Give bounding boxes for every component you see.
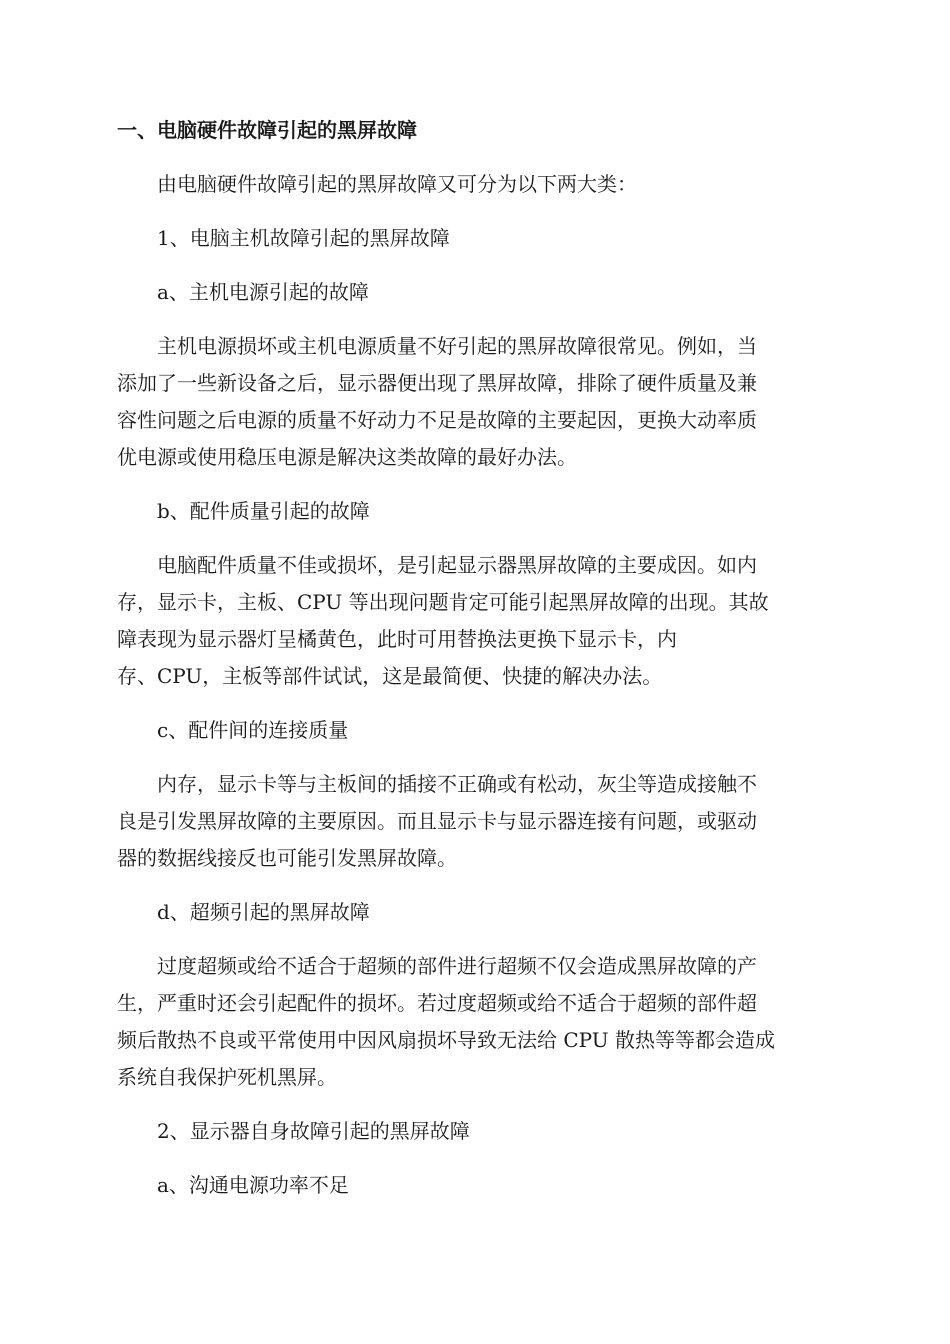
paragraph-line: 器的数据线接反也可能引发黑屏故障。 [117,846,457,870]
paragraph-line: 过度超频或给不适合于超频的部件进行超频不仅会造成黑屏故障的产 [157,954,757,978]
paragraph-line: c、配件间的连接质量 [157,718,349,742]
paragraph-line: b、配件质量引起的故障 [157,499,370,523]
paragraph-line: 系统自我保护死机黑屏。 [117,1065,337,1089]
paragraph [117,894,833,931]
paragraph [117,948,833,1096]
section-heading: 一、电脑硬件故障引起的黑屏故障 [117,118,417,142]
paragraph [117,274,833,311]
paragraph-line: 良是引发黑屏故障的主要原因。而且显示卡与显示器连接有问题，或驱动 [117,809,757,833]
paragraph-line: 存，显示卡，主板、CPU 等出现问题肯定可能引起黑屏故障的出现。其故 [117,590,769,614]
paragraph [117,220,833,257]
paragraph [117,493,833,530]
paragraph-line: 存、CPU，主板等部件试试，这是最简便、快捷的解决办法。 [117,664,663,688]
paragraph [117,712,833,749]
paragraph-line: 电脑配件质量不佳或损坏，是引起显示器黑屏故障的主要成因。如内 [157,553,757,577]
paragraph [117,1167,833,1204]
paragraph-line: 添加了一些新设备之后，显示器便出现了黑屏故障，排除了硬件质量及兼 [117,371,757,395]
paragraph-line: 障表现为显示器灯呈橘黄色，此时可用替换法更换下显示卡，内 [117,627,677,651]
paragraph-line: 由电脑硬件故障引起的黑屏故障又可分为以下两大类： [157,172,637,196]
paragraph [117,547,833,695]
paragraph [117,166,833,203]
paragraph [117,766,833,877]
paragraph-line: 频后散热不良或平常使用中因风扇损坏导致无法给 CPU 散热等等都会造成 [117,1028,775,1052]
paragraph-line: 优电源或使用稳压电源是解决这类故障的最好办法。 [117,445,577,469]
paragraph [117,1113,833,1150]
document-page [117,112,833,1221]
paragraph-line: d、超频引起的黑屏故障 [157,900,370,924]
paragraph-line: 内存，显示卡等与主板间的插接不正确或有松动，灰尘等造成接触不 [157,772,757,796]
paragraph-line: 主机电源损坏或主机电源质量不好引起的黑屏故障很常见。例如，当 [157,334,757,358]
document-body [117,166,833,1204]
paragraph-line: 1、电脑主机故障引起的黑屏故障 [157,226,450,250]
paragraph-line: 2、显示器自身故障引起的黑屏故障 [157,1119,470,1143]
paragraph-line: 生，严重时还会引起配件的损坏。若过度超频或给不适合于超频的部件超 [117,991,757,1015]
paragraph-line: a、沟通电源功率不足 [157,1173,349,1197]
paragraph-line: a、主机电源引起的故障 [157,280,369,304]
paragraph-line: 容性问题之后电源的质量不好动力不足是故障的主要起因，更换大动率质 [117,408,757,432]
paragraph [117,328,833,476]
